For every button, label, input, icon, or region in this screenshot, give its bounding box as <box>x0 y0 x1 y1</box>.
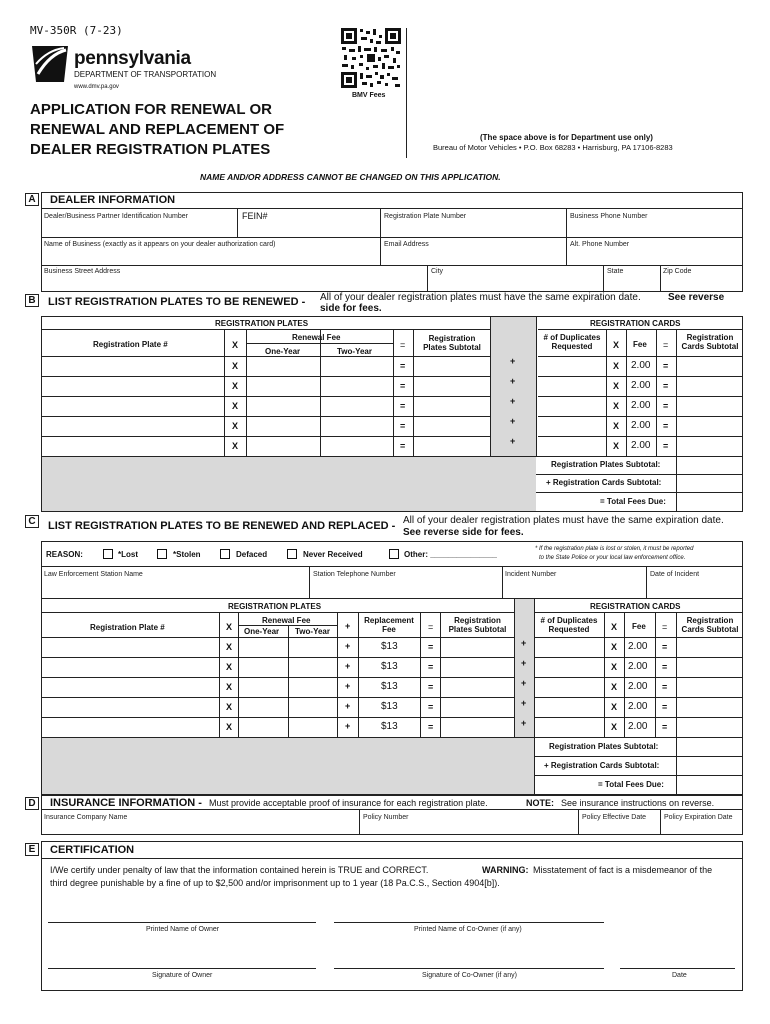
c-card-row-x: X <box>611 662 618 672</box>
eq-col-header: = <box>400 340 406 350</box>
c-card-row-eq: = <box>662 662 668 672</box>
row-x: X <box>232 421 239 431</box>
replace-plate-number-input[interactable] <box>42 718 218 737</box>
renew-plate-number-input[interactable] <box>42 417 223 436</box>
two-year-fee-input[interactable] <box>321 357 392 376</box>
section-c-shaded-area <box>42 737 534 794</box>
plate-subtotal-input[interactable] <box>414 417 489 436</box>
sum-cards-label: + Registration Cards Subtotal: <box>546 478 662 487</box>
dealer-id-field[interactable]: Dealer/Business Partner Identification Number <box>44 213 188 220</box>
c-dup-requested-header: # of Duplicates Requested <box>540 616 598 634</box>
city-field[interactable]: City <box>431 268 444 275</box>
keystone-logo-icon <box>28 44 72 84</box>
c-two-year-header: Two-Year <box>295 627 330 636</box>
one-year-fee-input[interactable] <box>247 377 319 396</box>
replacement-fee-amount: $13 <box>381 721 398 732</box>
c-one-year-fee-input[interactable] <box>239 638 287 657</box>
plate-subtotal-input[interactable] <box>414 397 489 416</box>
c-card-row-x: X <box>611 642 618 652</box>
sum-plates-input[interactable] <box>677 457 742 474</box>
c-card-fee: 2.00 <box>628 701 648 712</box>
state-field[interactable]: State <box>607 268 624 275</box>
stolen-label: *Stolen <box>173 550 201 559</box>
section-e-title: CERTIFICATION <box>50 844 135 856</box>
section-b-note: All of your dealer registration plates must have the same expiration date. <box>320 292 641 303</box>
bureau-address: Bureau of Motor Vehicles • P.O. Box 68283 • Harrisburg, PA 17106-8283 <box>433 143 673 152</box>
x-card-header: X <box>613 340 620 350</box>
c-plus-col-header: + <box>345 621 351 631</box>
c-plate-subtotal-input[interactable] <box>441 698 513 717</box>
row-plus: + <box>510 376 516 386</box>
c-card-subtotal-input[interactable] <box>677 698 742 717</box>
card-fee: 2.00 <box>631 400 651 411</box>
other-field[interactable]: Other: _______________ <box>404 550 497 559</box>
c-card-subtotal-input[interactable] <box>677 658 742 677</box>
date-label: Date <box>672 972 687 979</box>
c-plate-col-header: Registration Plate # <box>90 623 165 632</box>
c-card-row-eq: = <box>662 642 668 652</box>
footnote-line2: to the State Police or your local law enforcement office. <box>539 555 686 561</box>
one-year-fee-input[interactable] <box>247 357 319 376</box>
section-b-shaded-area <box>42 456 536 511</box>
row-x: X <box>232 401 239 411</box>
row-eq: = <box>400 381 406 391</box>
duplicates-requested-input[interactable] <box>539 377 605 396</box>
c-card-row-eq: = <box>662 722 668 732</box>
plate-subtotal-input[interactable] <box>414 357 489 376</box>
c-one-year-fee-input[interactable] <box>239 658 287 677</box>
duplicates-requested-input[interactable] <box>539 357 605 376</box>
plates-subtotal-header: Registration Plates Subtotal <box>423 334 481 352</box>
row-plus: + <box>510 396 516 406</box>
duplicates-requested-input[interactable] <box>539 397 605 416</box>
c-renewal-fee-header: Renewal Fee <box>262 616 311 625</box>
never-received-label: Never Received <box>303 550 363 559</box>
renew-plate-number-input[interactable] <box>42 437 223 456</box>
plate-col-header: Registration Plate # <box>93 340 168 349</box>
dept-use-note: (The space above is for Department use only) <box>480 133 653 142</box>
replace-plate-number-input[interactable] <box>42 638 218 657</box>
card-row-x: X <box>613 441 620 451</box>
card-row-x: X <box>613 401 620 411</box>
signature-coowner-line[interactable] <box>334 968 604 969</box>
c-one-year-header: One-Year <box>244 627 280 636</box>
stolen-checkbox[interactable] <box>157 549 167 559</box>
c-duplicates-requested-input[interactable] <box>535 698 603 717</box>
business-name-field[interactable]: Name of Business (exactly as it appears on your dealer authorization card) <box>44 241 276 248</box>
c-row-plus-cards: + <box>521 678 527 688</box>
two-year-fee-input[interactable] <box>321 377 392 396</box>
replacement-fee-amount: $13 <box>381 661 398 672</box>
defaced-checkbox[interactable] <box>220 549 230 559</box>
plate-subtotal-input[interactable] <box>414 377 489 396</box>
policy-effective-date-field[interactable]: Policy Effective Date <box>582 814 647 821</box>
dup-requested-header: # of Duplicates Requested <box>543 333 601 351</box>
replacement-fee-amount: $13 <box>381 641 398 652</box>
form-id: MV-350R (7-23) <box>30 24 123 37</box>
c-row-plus: + <box>345 681 351 691</box>
card-row-eq: = <box>663 421 669 431</box>
c-duplicates-requested-input[interactable] <box>535 678 603 697</box>
two-year-header: Two-Year <box>337 347 372 356</box>
certification-warning: WARNING: <box>482 865 529 875</box>
c-card-row-x: X <box>611 682 618 692</box>
station-name-field[interactable]: Law Enforcement Station Name <box>44 571 143 578</box>
c-row-plus-cards: + <box>521 718 527 728</box>
printed-coowner-line[interactable] <box>334 922 604 923</box>
two-year-fee-input[interactable] <box>321 437 392 456</box>
c-sum-cards-label: + Registration Cards Subtotal: <box>544 761 660 770</box>
defaced-label: Defaced <box>236 550 268 559</box>
c-one-year-fee-input[interactable] <box>239 718 287 737</box>
c-eq-col-header: = <box>428 622 434 632</box>
card-row-x: X <box>613 421 620 431</box>
c-cards-subtotal-header: Registration Cards Subtotal <box>681 616 739 634</box>
replace-plate-number-input[interactable] <box>42 658 218 677</box>
c-two-year-fee-input[interactable] <box>289 658 336 677</box>
signature-owner-label: Signature of Owner <box>152 972 213 979</box>
registration-plate-number-field[interactable]: Registration Plate Number <box>384 213 467 220</box>
c-sum-cards-input[interactable] <box>677 757 742 775</box>
c-card-fee: 2.00 <box>628 641 648 652</box>
card-fee: 2.00 <box>631 360 651 371</box>
c-card-row-eq: = <box>662 702 668 712</box>
card-fee: 2.00 <box>631 420 651 431</box>
date-line[interactable] <box>620 968 735 969</box>
printed-owner-label: Printed Name of Owner <box>146 926 220 933</box>
signature-coowner-label: Signature of Co-Owner (if any) <box>422 972 517 979</box>
two-year-fee-input[interactable] <box>321 397 392 416</box>
renew-plate-number-input[interactable] <box>42 357 223 376</box>
c-row-x: X <box>226 722 233 732</box>
c-card-subtotal-input[interactable] <box>677 678 742 697</box>
c-sum-plates-label: Registration Plates Subtotal: <box>549 742 659 751</box>
row-x: X <box>232 381 239 391</box>
fein-field[interactable]: FEIN# <box>242 211 268 221</box>
section-a-letter: A <box>25 193 39 206</box>
renew-plate-number-input[interactable] <box>42 377 223 396</box>
sum-total-label: = Total Fees Due: <box>600 497 666 506</box>
row-x: X <box>232 441 239 451</box>
street-address-field[interactable]: Business Street Address <box>44 268 121 275</box>
c-card-row-x: X <box>611 722 618 732</box>
policy-number-field[interactable]: Policy Number <box>363 814 409 821</box>
reason-label: REASON: <box>46 550 83 559</box>
zip-field[interactable]: Zip Code <box>663 268 692 275</box>
section-b-letter: B <box>25 294 39 307</box>
renew-plate-number-input[interactable] <box>42 397 223 416</box>
dept-use-divider <box>406 28 407 158</box>
c-two-year-fee-input[interactable] <box>289 678 336 697</box>
certification-text-1: I/We certify under penalty of law that the information contained herein is TRUE and CORRECT. <box>50 865 429 875</box>
section-d-title: INSURANCE INFORMATION - <box>50 797 202 809</box>
card-row-x: X <box>613 361 620 371</box>
c-plate-subtotal-input[interactable] <box>441 638 513 657</box>
form-title-line3: DEALER REGISTRATION PLATES <box>30 141 271 158</box>
c-duplicates-requested-input[interactable] <box>535 718 603 737</box>
sum-cards-input[interactable] <box>677 475 742 492</box>
total-fees-input[interactable] <box>677 493 742 511</box>
plates-header: REGISTRATION PLATES <box>215 319 309 328</box>
section-b-title: LIST REGISTRATION PLATES TO BE RENEWED - <box>48 296 306 308</box>
c-row-eq: = <box>428 662 434 672</box>
c-row-plus: + <box>345 641 351 651</box>
c-x-col-header: X <box>226 622 233 632</box>
c-row-eq: = <box>428 642 434 652</box>
footnote-line1: * If the registration plate is lost or stolen, it must be reported <box>535 546 694 552</box>
c-duplicates-requested-input[interactable] <box>535 658 603 677</box>
row-eq: = <box>400 361 406 371</box>
c-plates-subtotal-header: Registration Plates Subtotal <box>448 616 507 634</box>
section-d-note: Must provide acceptable proof of insurance for each registration plate. <box>209 798 488 808</box>
sum-plates-label: Registration Plates Subtotal: <box>551 460 661 469</box>
station-phone-field[interactable]: Station Telephone Number <box>313 571 396 578</box>
section-c-letter: C <box>25 515 39 528</box>
cards-header: REGISTRATION CARDS <box>590 319 681 328</box>
replace-plate-number-input[interactable] <box>42 678 218 697</box>
logo-dept: DEPARTMENT OF TRANSPORTATION <box>74 70 217 79</box>
c-one-year-fee-input[interactable] <box>239 678 287 697</box>
c-row-x: X <box>226 662 233 672</box>
form-title-line1: APPLICATION FOR RENEWAL OR <box>30 101 272 118</box>
alt-phone-field[interactable]: Alt. Phone Number <box>570 241 630 248</box>
section-d-note-bold: NOTE: <box>526 798 554 808</box>
c-row-plus-cards: + <box>521 658 527 668</box>
x-col-header: X <box>232 340 239 350</box>
card-row-eq: = <box>663 381 669 391</box>
c-total-fees-input[interactable] <box>677 776 742 794</box>
section-e-letter: E <box>25 843 39 856</box>
c-plate-subtotal-input[interactable] <box>441 658 513 677</box>
row-eq: = <box>400 441 406 451</box>
card-row-x: X <box>613 381 620 391</box>
c-card-fee: 2.00 <box>628 661 648 672</box>
other-checkbox[interactable] <box>389 549 399 559</box>
c-sum-total-label: = Total Fees Due: <box>598 780 664 789</box>
qr-code <box>340 27 402 89</box>
two-year-fee-input[interactable] <box>321 417 392 436</box>
section-b-note2: side for fees. <box>320 303 382 314</box>
row-plus: + <box>510 356 516 366</box>
section-b-note-bold: See reverse <box>668 292 725 303</box>
c-eq-card-header: = <box>662 622 668 632</box>
form-title-line2: RENEWAL AND REPLACEMENT OF <box>30 121 285 138</box>
insurance-company-field[interactable]: Insurance Company Name <box>44 814 128 821</box>
signature-owner-line[interactable] <box>48 968 316 969</box>
date-of-incident-field[interactable]: Date of Incident <box>650 571 700 578</box>
c-row-eq: = <box>428 702 434 712</box>
card-subtotal-input[interactable] <box>677 357 742 376</box>
duplicates-requested-input[interactable] <box>539 417 605 436</box>
c-row-plus: + <box>345 721 351 731</box>
row-eq: = <box>400 421 406 431</box>
cards-subtotal-header: Registration Cards Subtotal <box>681 333 739 351</box>
card-subtotal-input[interactable] <box>677 417 742 436</box>
plate-subtotal-input[interactable] <box>414 437 489 456</box>
c-plates-header: REGISTRATION PLATES <box>228 602 322 611</box>
row-x: X <box>232 361 239 371</box>
c-card-fee: 2.00 <box>628 681 648 692</box>
section-c-title: LIST REGISTRATION PLATES TO BE RENEWED AND REPLACED - <box>48 520 396 532</box>
section-c-note: All of your dealer registration plates must have the same expiration date. <box>403 515 724 526</box>
c-plate-subtotal-input[interactable] <box>441 678 513 697</box>
one-year-fee-input[interactable] <box>247 437 319 456</box>
printed-coowner-label: Printed Name of Co-Owner (if any) <box>414 926 522 933</box>
c-row-x: X <box>226 682 233 692</box>
card-row-eq: = <box>663 401 669 411</box>
section-a-title: DEALER INFORMATION <box>50 194 176 206</box>
c-plate-subtotal-input[interactable] <box>441 718 513 737</box>
duplicates-requested-input[interactable] <box>539 437 605 456</box>
bmv-fees-label: BMV Fees <box>352 92 386 99</box>
section-d-letter: D <box>25 797 39 810</box>
card-fee: 2.00 <box>631 440 651 451</box>
replace-plate-number-input[interactable] <box>42 698 218 717</box>
eq-card-header: = <box>663 340 669 350</box>
card-row-eq: = <box>663 361 669 371</box>
business-phone-field[interactable]: Business Phone Number <box>570 213 648 220</box>
one-year-header: One-Year <box>265 347 301 356</box>
c-row-eq: = <box>428 722 434 732</box>
email-field[interactable]: Email Address <box>384 241 429 248</box>
c-row-x: X <box>226 642 233 652</box>
card-subtotal-input[interactable] <box>677 437 742 456</box>
c-row-plus-cards: + <box>521 638 527 648</box>
logo-url[interactable]: www.dmv.pa.gov <box>74 84 119 90</box>
row-plus: + <box>510 416 516 426</box>
c-row-plus: + <box>345 661 351 671</box>
card-subtotal-input[interactable] <box>677 377 742 396</box>
c-row-x: X <box>226 702 233 712</box>
c-row-plus: + <box>345 701 351 711</box>
c-cards-header: REGISTRATION CARDS <box>590 602 681 611</box>
policy-expiration-date-field[interactable]: Policy Expiration Date <box>664 814 733 821</box>
renewal-fee-header: Renewal Fee <box>292 333 341 342</box>
c-row-plus-cards: + <box>521 698 527 708</box>
incident-number-field[interactable]: Incident Number <box>505 571 557 578</box>
row-eq: = <box>400 401 406 411</box>
c-fee-card-header: Fee <box>632 622 646 631</box>
card-fee: 2.00 <box>631 380 651 391</box>
certification-text-2: Misstatement of fact is a misdemeanor of the <box>533 865 713 875</box>
replacement-fee-amount: $13 <box>381 701 398 712</box>
c-row-eq: = <box>428 682 434 692</box>
c-card-row-eq: = <box>662 682 668 692</box>
fee-card-header: Fee <box>633 340 647 349</box>
c-card-subtotal-input[interactable] <box>677 718 742 737</box>
c-card-subtotal-input[interactable] <box>677 638 742 657</box>
one-year-fee-input[interactable] <box>247 417 319 436</box>
c-duplicates-requested-input[interactable] <box>535 638 603 657</box>
section-c-note2: See reverse side for fees. <box>403 527 524 538</box>
printed-owner-line[interactable] <box>48 922 316 923</box>
lost-checkbox[interactable] <box>103 549 113 559</box>
never-received-checkbox[interactable] <box>287 549 297 559</box>
one-year-fee-input[interactable] <box>247 397 319 416</box>
card-row-eq: = <box>663 441 669 451</box>
c-two-year-fee-input[interactable] <box>289 638 336 657</box>
row-plus: + <box>510 436 516 446</box>
c-one-year-fee-input[interactable] <box>239 698 287 717</box>
c-x-card-header: X <box>611 622 618 632</box>
c-two-year-fee-input[interactable] <box>289 718 336 737</box>
replacement-fee-header: Replacement Fee <box>364 616 414 634</box>
lost-label: *Lost <box>118 550 138 559</box>
c-two-year-fee-input[interactable] <box>289 698 336 717</box>
card-subtotal-input[interactable] <box>677 397 742 416</box>
name-address-notice: NAME AND/OR ADDRESS CANNOT BE CHANGED ON THIS APPLICATION. <box>200 172 501 182</box>
c-card-fee: 2.00 <box>628 721 648 732</box>
replacement-fee-amount: $13 <box>381 681 398 692</box>
c-sum-plates-input[interactable] <box>677 738 742 756</box>
logo-name: pennsylvania <box>74 48 191 69</box>
certification-text-3: third degree punishable by a fine of up to $2,500 and/or imprisonment up to 1 year (18 Pa.C.S., Section 4904[b]). <box>50 878 500 888</box>
section-d-note2: See insurance instructions on reverse. <box>561 798 715 808</box>
c-card-row-x: X <box>611 702 618 712</box>
